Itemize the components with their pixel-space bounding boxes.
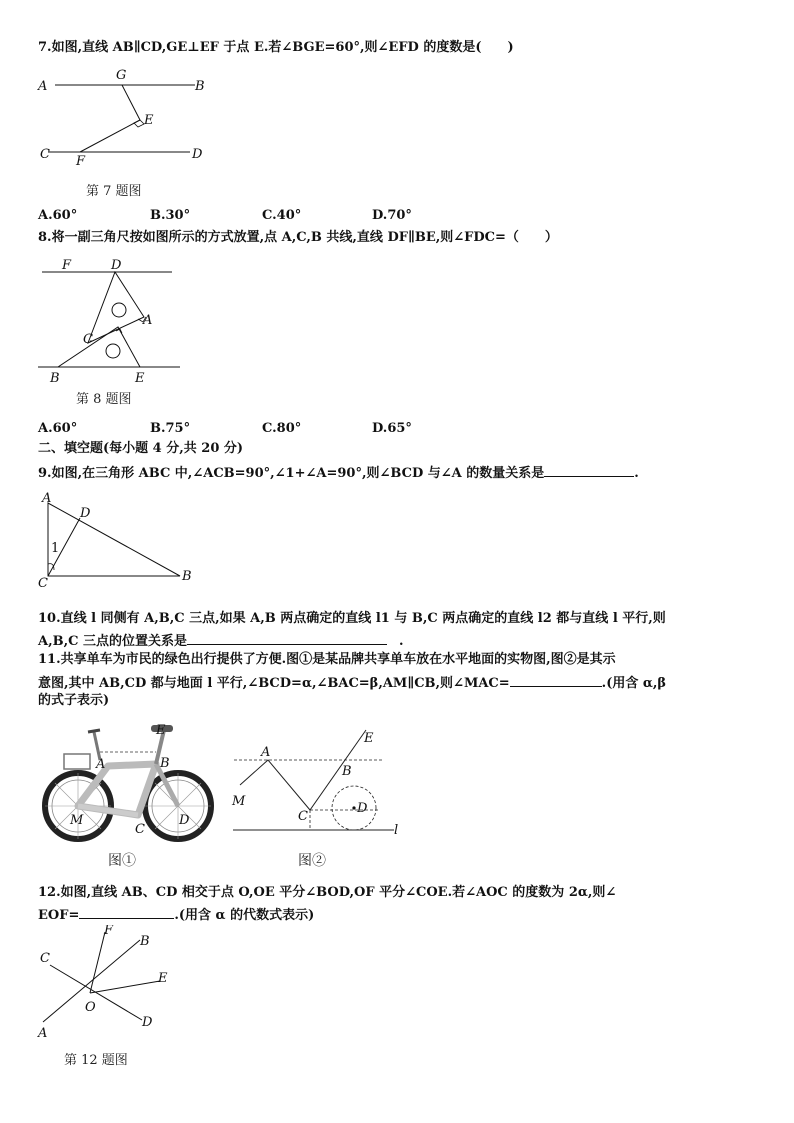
- q7-segment-ge: [122, 85, 140, 120]
- q7-figure: [30, 62, 220, 202]
- q12-figure: [30, 925, 180, 1070]
- q11-fig1-label-d: D: [179, 813, 190, 828]
- q11-figure-2-schematic: [228, 720, 408, 870]
- q10-line-1: 10.直线 l 同侧有 A,B,C 三点,如果 A,B 两点确定的直线 l1 与 B,C 两点确定的直线 l2 都与直线 l 平行,则: [38, 611, 666, 626]
- q8-option-b: B.75°: [150, 421, 191, 436]
- q7-caption: 第 7 题图: [86, 184, 142, 199]
- q8-triangle-upper: [88, 272, 144, 343]
- q11-figure-1-bicycle: [38, 720, 218, 870]
- q9-label-d: D: [80, 506, 91, 521]
- q9-text: [38, 463, 639, 482]
- q12-label-e: E: [158, 971, 168, 986]
- q12-label-f: F: [104, 925, 114, 938]
- q7-label-b: B: [195, 79, 205, 94]
- q11-fig1-label-c: C: [135, 822, 145, 837]
- q8-triangle-lower: [58, 327, 140, 367]
- q8-label-f: F: [62, 258, 72, 273]
- q11-fig2-label-d: D: [357, 801, 368, 816]
- bike-handlebar: [88, 730, 100, 732]
- q8-label-a: A: [143, 313, 153, 328]
- q9-answer-blank[interactable]: [544, 463, 634, 477]
- q8-label-d: D: [111, 258, 122, 273]
- q11-fig2-label-c: C: [298, 809, 308, 824]
- q7-text: 7.如图,直线 AB∥CD,GE⊥EF 于点 E.若∠BGE=60°,则∠EFD 的度数是( ): [38, 40, 514, 55]
- q9-label-1: 1: [51, 541, 60, 556]
- q10-line-2-text: A,B,C 三点的位置关系是: [38, 634, 187, 649]
- bike-handle-post: [94, 732, 100, 760]
- q12-line-1: 12.如图,直线 AB、CD 相交于点 O,OE 平分∠BOD,OF 平分∠COE.若∠AOC 的度数为 2α,则∠: [38, 885, 617, 900]
- q8-circle-lower: [106, 344, 120, 358]
- q11-fig2-label-l: l: [394, 823, 399, 838]
- q11-fig1-label-m: M: [70, 813, 84, 828]
- q9-label-a: A: [42, 491, 52, 506]
- q9-text-body: 9.如图,在三角形 ABC 中,∠ACB=90°,∠1+∠A=90°,则∠BCD 与∠A 的数量关系是: [38, 466, 545, 481]
- bike-basket: [64, 754, 90, 769]
- q12-label-c: C: [40, 951, 50, 966]
- section-2-title: 二、填空题(每小题 4 分,共 20 分): [38, 441, 244, 456]
- q8-label-c: C: [83, 332, 93, 347]
- q12-line-2-end: .(用含 α 的代数式表示): [174, 908, 315, 923]
- q11-fig1-caption: 图①: [108, 853, 136, 869]
- q11-fig2-label-e: E: [364, 731, 374, 746]
- q7-option-d: D.70°: [372, 208, 412, 223]
- q8-caption: 第 8 题图: [76, 392, 132, 407]
- q8-option-d: D.65°: [372, 421, 412, 436]
- q8-option-a: A.60°: [38, 421, 78, 436]
- q8-option-c: C.80°: [262, 421, 302, 436]
- q12-line-2-text: EOF=: [38, 908, 80, 923]
- q7-option-c: C.40°: [262, 208, 302, 223]
- q9-text-end: .: [634, 466, 639, 481]
- q7-option-a: A.60°: [38, 208, 78, 223]
- q12-label-o: O: [85, 1000, 96, 1015]
- q7-label-f: F: [76, 154, 86, 169]
- q7-label-c: C: [40, 147, 50, 162]
- q7-option-b: B.30°: [150, 208, 191, 223]
- q11-line-2: [38, 673, 666, 692]
- q7-label-e: E: [144, 113, 154, 128]
- q12-label-b: B: [140, 934, 150, 949]
- q8-circle-upper: [112, 303, 126, 317]
- q12-caption: 第 12 题图: [64, 1053, 128, 1068]
- fig2-center-dot: [352, 806, 355, 809]
- q11-fig2-label-m: M: [232, 794, 246, 809]
- q10-line-2: [38, 631, 404, 650]
- q7-label-d: D: [192, 147, 203, 162]
- q10-answer-blank[interactable]: [187, 631, 387, 645]
- q12-line-2: [38, 905, 314, 924]
- q11-fig2-caption: 图②: [298, 853, 326, 869]
- q12-label-d: D: [142, 1015, 153, 1030]
- q12-label-a: A: [38, 1026, 48, 1041]
- q7-label-g: G: [116, 68, 127, 83]
- q8-figure: [30, 255, 200, 415]
- q10-line-2-end: .: [399, 634, 404, 649]
- q8-label-b: B: [50, 371, 60, 386]
- q11-fig2-label-b: B: [342, 764, 352, 779]
- q8-label-e: E: [135, 371, 145, 386]
- q11-line-1: 11.共享单车为市民的绿色出行提供了方便.图①是某品牌共享单车放在水平地面的实物图,图②是其示: [38, 652, 616, 667]
- q9-label-b: B: [182, 569, 192, 584]
- q7-segment-ef: [80, 120, 140, 152]
- q11-fig1-label-e: E: [156, 723, 166, 738]
- q11-line-2-text: 意图,其中 AB,CD 都与地面 l 平行,∠BCD=α,∠BAC=β,AM∥CB,则∠MAC=: [38, 676, 510, 691]
- q12-answer-blank[interactable]: [79, 905, 174, 919]
- q12-ray-oe: [90, 981, 160, 993]
- q8-text: 8.将一副三角尺按如图所示的方式放置,点 A,C,B 共线,直线 DF∥BE,则∠FDC=（ ）: [38, 230, 558, 245]
- q11-fig1-label-b: B: [160, 756, 170, 771]
- q9-figure: [30, 488, 210, 588]
- q11-fig2-label-a: A: [261, 745, 271, 760]
- q11-line-2-end: .(用含 α,β: [601, 676, 667, 691]
- q12-ray-of: [90, 932, 105, 993]
- q11-answer-blank[interactable]: [510, 673, 602, 687]
- q7-label-a: A: [38, 79, 48, 94]
- q11-line-3: 的式子表示): [38, 693, 110, 708]
- q11-fig1-label-a: A: [96, 757, 106, 772]
- q9-label-c: C: [38, 576, 48, 588]
- q12-line-cd: [50, 965, 142, 1020]
